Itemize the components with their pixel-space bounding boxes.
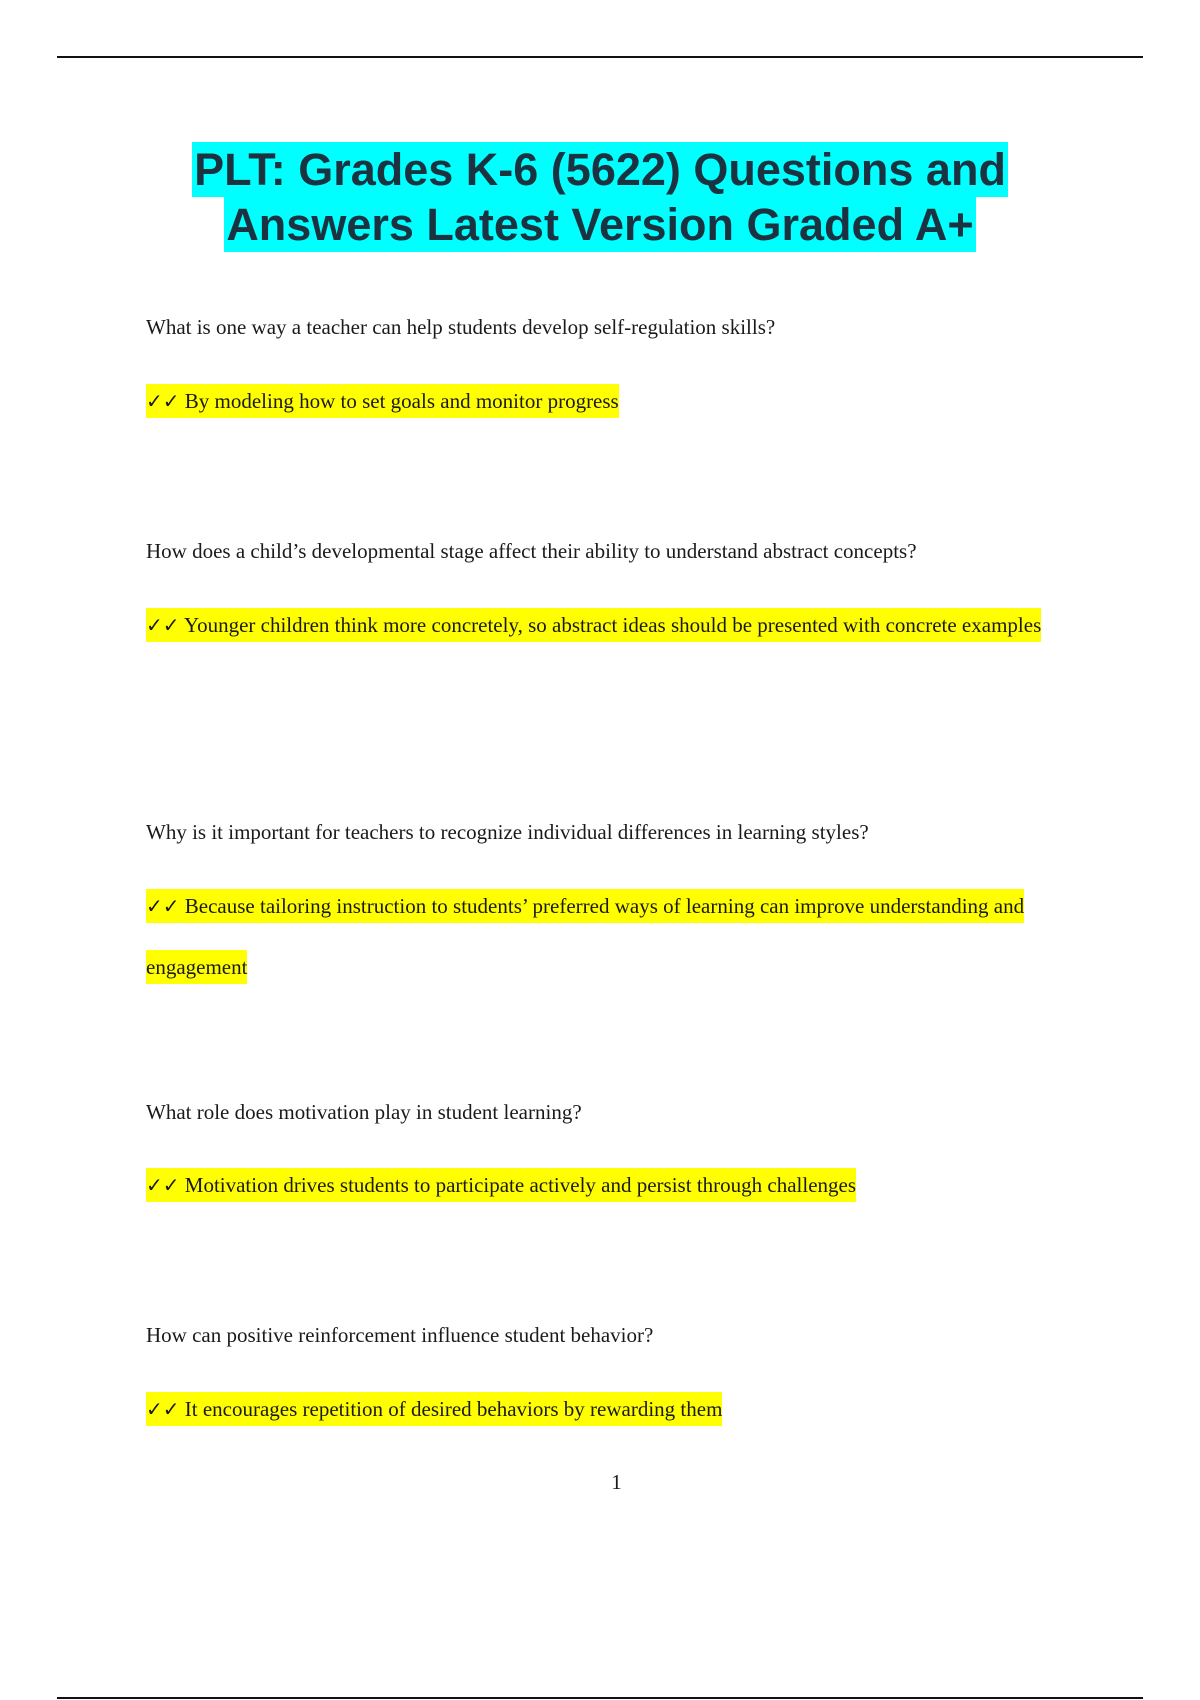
answer-1 <box>146 371 1106 432</box>
double-check-icon: ✓✓ <box>146 613 180 637</box>
footer-rule <box>57 1697 1143 1699</box>
header-rule <box>57 56 1143 58</box>
question-1: What is one way a teacher can help students develop self-regulation skills? <box>146 315 776 339</box>
title-line-2: Answers Latest Version Graded A+ <box>226 199 974 250</box>
answer-5 <box>146 1379 1106 1440</box>
answer-2 <box>146 595 1106 656</box>
title-line-1: PLT: Grades K-6 (5622) Questions and <box>194 144 1006 195</box>
answer-4-text: Motivation drives students to participate actively and persist through challenges <box>184 1173 857 1197</box>
answer-5-text: It encourages repetition of desired behaviors by rewarding them <box>184 1397 723 1421</box>
question-5: How can positive reinforcement influence student behavior? <box>146 1323 654 1347</box>
answer-4 <box>146 1155 1106 1216</box>
page-number: 1 <box>611 1470 622 1494</box>
double-check-icon: ✓✓ <box>146 1397 180 1421</box>
double-check-icon: ✓✓ <box>146 894 180 918</box>
question-2: How does a child’s developmental stage affect their ability to understand abstract concepts? <box>146 539 917 563</box>
question-4: What role does motivation play in student learning? <box>146 1100 582 1124</box>
answer-1-text: By modeling how to set goals and monitor progress <box>184 389 619 413</box>
double-check-icon: ✓✓ <box>146 389 180 413</box>
question-3: Why is it important for teachers to recognize individual differences in learning styles? <box>146 820 869 844</box>
document-title <box>100 142 1100 252</box>
answer-3 <box>146 876 1106 998</box>
answer-2-text: Younger children think more concretely, so abstract ideas should be presented with concrete examples <box>184 613 1042 637</box>
double-check-icon: ✓✓ <box>146 1173 180 1197</box>
answer-3-text: Because tailoring instruction to students’ preferred ways of learning can improve understanding and engagement <box>146 894 1025 979</box>
